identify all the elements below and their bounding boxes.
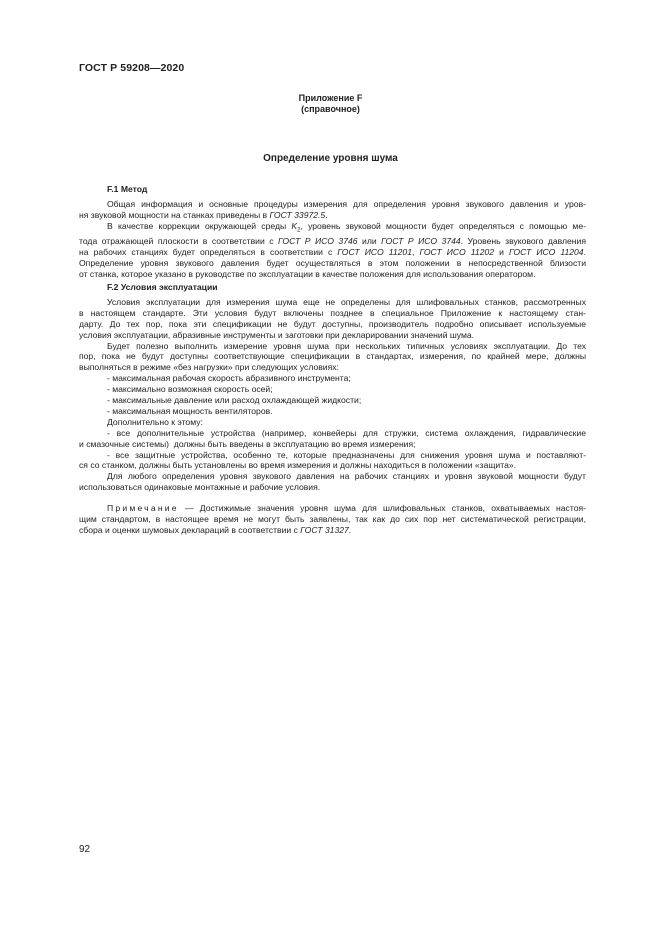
note-label: Примечание <box>107 503 179 514</box>
text-line: условия эксплуатации, абразивные инструменты и заготовки при декларировании значений шума. <box>79 329 475 340</box>
list-item: - максимальная мощность вентиляторов. <box>107 405 273 416</box>
text-line: Общая информация и основные процедуры измерения для определения уровня звукового давления и уров- <box>107 198 586 209</box>
text-line: - все защитные устройства, особенно те, которые предназначены для снижения уровня шума и поставляют- <box>107 449 586 460</box>
k-subscript: 2 <box>297 227 301 234</box>
text-line: щим стандартом, в настоящее время не могут быть заявлены, так как до сих пор нет систематической регистрации, <box>79 514 586 525</box>
text-span: тода отражающей плоскости в соответствии с <box>79 236 279 247</box>
text-line: и смазочные системы) должны быть введены в эксплуатацию во время измерения; <box>79 438 416 449</box>
note <box>79 503 586 536</box>
standard-reference: ГОСТ ИСО 11204 <box>509 247 584 258</box>
text-span: и <box>494 247 509 258</box>
conditions-list <box>79 373 586 417</box>
page-title: Определение уровня шума <box>263 153 398 164</box>
text-span: В качестве коррекции окружающей среды <box>107 220 292 231</box>
text-line: дарту. До тех пор, пока эти спецификации не будут доступны, производитель подробно описывает используемые <box>79 318 586 329</box>
text-span: сбора и оценки шумовых деклараций в соответствии с <box>79 525 301 535</box>
text-line: Определение уровня звукового давления будет осуществляться в этом положении в непосредственной близости <box>79 258 586 269</box>
document-body <box>79 184 586 536</box>
standard-reference: ГОСТ Р ИСО 3744 <box>381 236 461 247</box>
text-line <box>79 247 586 258</box>
text-line: Будет полезно выполнить измерение уровня шума при нескольких типичных условиях эксплуатации. До тех <box>107 340 586 351</box>
text-line <box>79 236 586 247</box>
text-line: Условия эксплуатации для измерения шума еще не определены для шлифовальных станков, рассмотренных <box>107 296 586 307</box>
paragraph-f2-3 <box>79 428 586 450</box>
additional-label: Дополнительно к этому: <box>107 416 203 427</box>
text-line: использоваться одинаковые монтажные и рабочие условия. <box>79 482 321 493</box>
list-item: - максимальная рабочая скорость абразивного инструмента; <box>107 373 351 384</box>
document-code: ГОСТ Р 59208—2020 <box>79 62 185 74</box>
text-line: ся со станком, должны быть установлены во время измерения и должны находиться в положении «защита». <box>79 460 517 471</box>
list-item: - максимально возможная скорость осей; <box>107 384 273 395</box>
text-span: — Достижимые значения уровня шума для шлифовальных станков, охватываемых настоя- <box>178 503 586 514</box>
text-span: . <box>325 209 328 220</box>
paragraph-f1-1 <box>79 199 586 221</box>
text-line <box>79 210 586 221</box>
text-span: ня звуковой мощности на станках приведены в <box>79 209 270 220</box>
text-span: . <box>348 525 352 535</box>
text-span: на рабочих станциях будет определяться в соответствии с <box>79 247 338 258</box>
paragraph-f1-2 <box>79 221 586 280</box>
text-span: . Уровень звукового давления <box>460 236 587 247</box>
section-heading-f1: F.1 Метод <box>107 184 148 194</box>
standard-reference: ГОСТ Р ИСО 3746 <box>278 236 358 247</box>
text-span: . <box>583 247 586 258</box>
text-span: , уровень звуковой мощности будет определяться с помощью ме- <box>300 220 586 231</box>
paragraph-f2-1 <box>79 297 586 341</box>
annex-title: Приложение F <box>298 93 363 103</box>
text-span: или <box>357 236 382 247</box>
paragraph-f2-4 <box>79 450 586 472</box>
k-symbol: K <box>291 220 298 231</box>
list-item: - максимальные давление или расход охлаждающей жидкости; <box>107 395 362 406</box>
text-line: выполняться в режиме «без нагрузки» при следующих условиях: <box>79 362 339 373</box>
text-line: Для любого определения уровня звукового давления на рабочих станциях и уровня звуковой мощности будут <box>107 471 586 482</box>
text-line: пор, пока не будут доступны соответствующие спецификации в стандартах, измерения, по крайней мере, должны <box>79 351 586 362</box>
annex-subtitle: (справочное) <box>301 104 360 114</box>
section-heading-f2: F.2 Условия эксплуатации <box>107 281 218 292</box>
text-line <box>79 221 586 237</box>
text-line: от станка, которое указано в руководстве по эксплуатации в качестве положения для использования оператором. <box>79 269 536 280</box>
text-line: в настоящем стандарте. Эти условия будут включены позднее в специальное Приложение к настоящему стан- <box>79 307 586 318</box>
text-line <box>79 525 586 536</box>
standard-reference: ГОСТ ИСО 11202 <box>419 247 495 258</box>
paragraph-f2-5 <box>79 471 586 493</box>
text-line <box>79 503 586 514</box>
standard-reference: ГОСТ ИСО 11201 <box>337 247 412 258</box>
standard-reference: ГОСТ 33972.5 <box>269 209 326 220</box>
text-line: - все дополнительные устройства (например, конвейеры для стружки, система охлаждения, гидравлические <box>107 427 586 438</box>
page-number: 92 <box>79 844 91 855</box>
standard-reference: ГОСТ 31327 <box>300 525 349 535</box>
paragraph-f2-2 <box>79 341 586 374</box>
text-span: , <box>411 247 420 258</box>
